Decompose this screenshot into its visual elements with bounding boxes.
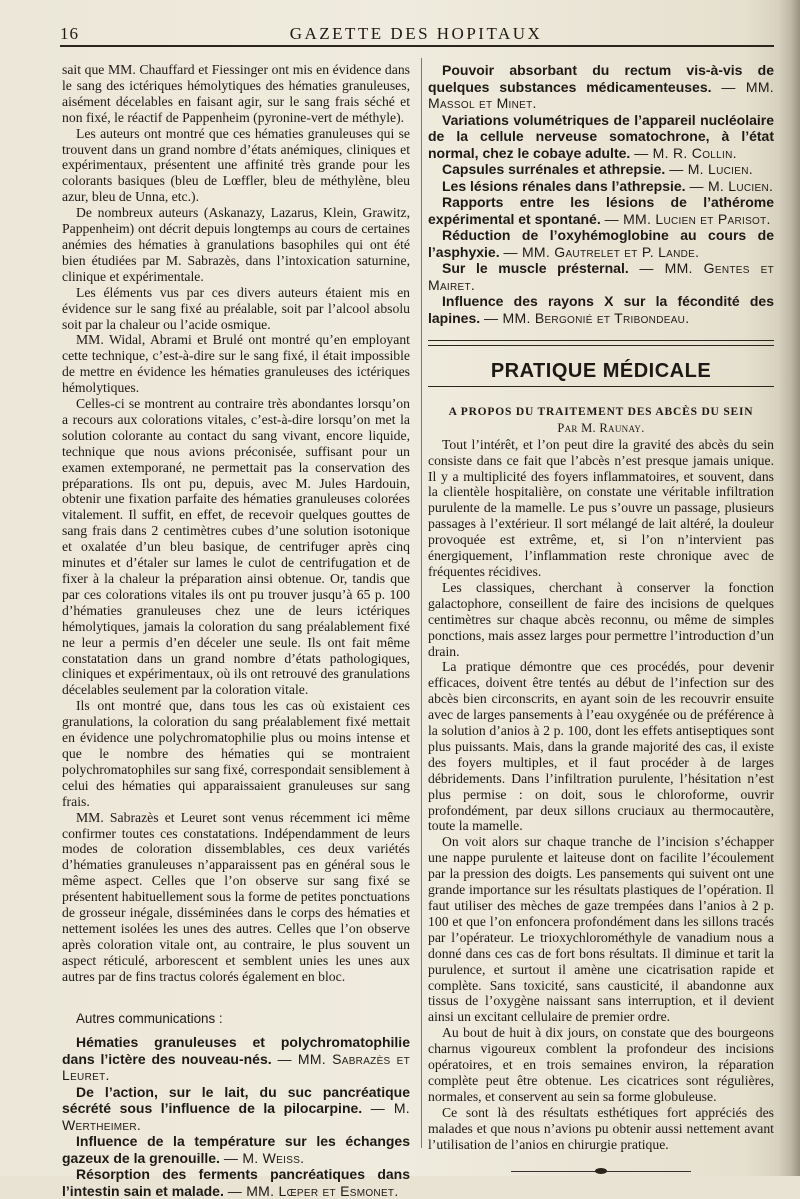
section-title-rule: [428, 386, 774, 387]
communication-entry: [428, 260, 774, 293]
article-title: A PROPOS DU TRAITEMENT DES ABCÈS DU SEIN: [448, 405, 754, 418]
communication-entry: [428, 227, 774, 260]
communication-authors: — M. Wertheimer.: [62, 1100, 410, 1133]
communication-title: Résorption des ferments pancréatiques dans l’intestin sain et malade.: [62, 1166, 410, 1199]
end-ornament: [511, 1167, 691, 1175]
communication-title: De l’action, sur le lait, du suc pancréatique sécrété sous l’influence de la pilocarpine.: [62, 1083, 410, 1117]
communication-entry: [62, 1133, 410, 1166]
communication-entry: [428, 178, 774, 195]
communication-title: Influence de la température sur les échanges gazeux de la grenouille.: [62, 1133, 410, 1166]
article-byline: Par M. Raunay.: [557, 420, 645, 435]
communication-authors: — MM. Bergonié et Tribondeau.: [484, 309, 690, 326]
left-column: [62, 62, 410, 1199]
communication-authors: — MM. Gautrelet et P. Lande.: [503, 243, 700, 260]
communication-entry: [428, 293, 774, 326]
paragraph: Ce sont là des résultats esthétiques fort appréciés des malades et que nous n’avions pu obtenir aussi nettement avant l’utilisation de l’anios en chirurgie pratique.: [428, 1104, 774, 1152]
section-separator: [428, 340, 774, 346]
communication-authors: — M. Lucien.: [669, 161, 753, 177]
communication-title: Capsules surrénales et athrepsie.: [442, 161, 666, 177]
paragraph: Les auteurs ont montré que ces hématies granuleuses qui se trouvent dans un grand nombre d’états anémiques, cliniques et expérimentaux, présentent une affinité très grande pour les colorants basiques (bleu de Lœffler, bleu de méthylène, bleu azur, bleu de Unna, etc.).: [62, 125, 410, 205]
communication-title: Hématies granuleuses et polychromatophilie dans l’ictère des nouveau-nés.: [62, 1034, 410, 1067]
communication-title: Réduction de l’oxyhémoglobine au cours de l’asphyxie.: [428, 227, 774, 260]
paragraph: De nombreux auteurs (Askanazy, Lazarus, Klein, Grawitz, Pappenheim) ont décrit depuis longtemps au cours de certaines anémies des hématies à granulations basophiles qui ont été bien étudiées par M. Sabrazès, dans l’intoxication saturnine, clinique et expérimentale.: [62, 205, 410, 284]
communication-authors: — MM. Massol et Minet.: [428, 78, 774, 111]
paragraph: Les classiques, cherchant à conserver la fonction galactophore, conseillent de faire des incisions de quelques centimètres sur chaque abcès reconnu, ou même de simples ponctions, mais assez larges pour permettre l’introduction d’un drain.: [428, 579, 774, 659]
paragraph: sait que MM. Chauffard et Fiessinger ont mis en évidence dans le sang des ictériques hémolytiques des hématies granuleuses, aisément décelables en faisant agir, sur le sang frais séché et non fixé, le réactif de Pappenheim (pyronine-vert de méthyle).: [62, 62, 410, 125]
communication-authors: — M. Weiss.: [223, 1149, 305, 1166]
column-divider: [421, 58, 422, 1148]
page-header: [60, 24, 772, 54]
communication-title: Les lésions rénales dans l’athrepsie.: [442, 177, 686, 194]
communication-entry: [428, 112, 774, 162]
communication-title: Pouvoir absorbant du rectum vis-à-vis de quelques substances médicamenteuses.: [428, 62, 774, 95]
ornament-dot: [595, 1168, 607, 1174]
paragraph: Ils ont montré que, dans tous les cas où existaient ces granulations, la coloration du sang préalablement fixé mettait en évidence une polychromatophilie plus ou moins intense et que le nombre des hématies qui se montraient polychromatophiles sur sang fixé, correspondait sensiblement à celui des hématies qui apparaissaient granuleuses sur sang frais.: [62, 698, 410, 809]
communication-entry: [62, 1034, 410, 1084]
running-head: GAZETTE DES HOPITAUX: [289, 24, 543, 43]
paragraph: On voit alors sur chaque tranche de l’incision s’échapper une nappe purulente et laiteuse dont on facilite l’écoulement par la pression des doigts. Les pansements qui suivent ont une grande importance sur les résultats plastiques de l’opération. Il faut utiliser des mèches de gaze trempées dans l’anios à 2 p. 100 et que l’on enfoncera profondément dans les sillons tracés par l’opérateur. Le trioxychlorométhyle de vanadium nous a donné dans ces cas de fort bons résultats. Il diminue et tarit la purulence, et surtout il amène une cicatrisation rapide et complète. Sans toxicité, sans causticité, il abandonne aux tissus de l’oxygène naissant sans interruption, et il devient ainsi un excitant cellulaire de premier ordre.: [428, 834, 774, 1025]
communication-entry: [428, 161, 774, 178]
page-edge-shadow: [778, 0, 800, 1176]
communication-title: Influence des rayons X sur la fécondité des lapines.: [428, 293, 774, 326]
communication-authors: — MM. Sabrazès et Leuret.: [62, 1050, 411, 1084]
communication-title: Variations volumétriques de l’appareil nucléolaire de la cellule nerveuse somatochrone, à l’état normal, chez le cobaye adulte.: [428, 111, 774, 161]
paragraph: Tout l’intérêt, et l’on peut dire la gravité des abcès du sein consiste dans ce fait que l’abcès n’est presque jamais unique. Il y a multiplicité des foyers inflammatoires, et souvent, dans la clientèle hospitalière, on constate une véritable infiltration purulente de la mamelle. Le pus s’ouvre un passage, plusieurs passages à l’extérieur. Il sort mélangé de lait altéré, la douleur provoquée est extrême, et, si l’on n’intervient pas énergiquement, l’inflammation reste chronique avec de fréquentes récidives.: [428, 436, 774, 579]
communication-authors: — MM. Gentes et Mairet.: [428, 260, 775, 293]
paragraph: La pratique démontre que ces procédés, pour devenir efficaces, doivent être tentés au début de l’infection sur des abcès bien circonscrits, en ayant soin de les recouvrir ensuite avec de larges pansements à l’eau oxygénée ou de préférence à la solution d’anios à 2 p. 100, dont les effets antiseptiques sont plus puissants. Mais, dans la grande majorité des cas, il existe des foyers multiples, et il faut procéder à de larges débridements. Dans l’infiltration purulente, l’hésitation n’est plus permise : on doit, sous le chloroforme, ouvrir profondément, par deux sillons cruciaux au thermocautère, toute la mamelle.: [428, 659, 774, 834]
communication-entry: [62, 1166, 410, 1199]
communication-authors: — M. R. Collin.: [634, 144, 737, 161]
paragraph: Les éléments vus par ces divers auteurs étaient mis en évidence sur le sang fixé au préalable, soit par l’alcool absolu soit par la chaleur ou l’acide osmique.: [62, 284, 410, 332]
other-communications-heading: Autres communications :: [76, 1010, 223, 1026]
communication-authors: — MM. Lœper et Esmonet.: [227, 1182, 399, 1199]
paragraph: MM. Widal, Abrami et Brulé ont montré qu’en employant cette technique, c’est-à-dire sur le sang fixé, il était impossible de mettre en évidence les hématies granuleuses des ictériques hémolytiques.: [62, 332, 410, 396]
communication-authors: — M. Lucien.: [689, 177, 774, 194]
paragraph: Au bout de huit à dix jours, on constate que des bourgeons charnus vigoureux comblent la profondeur des incisions opératoires, et en trois semaines environ, la réparation complète peut être obtenue. Les cicatrices sont régulières, normales, et conservent au sein sa forme globuleuse.: [428, 1025, 774, 1104]
communication-entry: [428, 62, 774, 112]
header-rule: [60, 45, 774, 47]
paragraph: MM. Sabrazès et Leuret sont venus récemment ici même confirmer toutes ces constatations. Indépendamment de leurs modes de coloration dissemblables, ces deux variétés d’hématies granuleuses n’apparaissent pas en général sous le même aspect. Celles que l’on observe sur sang fixé se présentent habituellement sous la forme de petites ponctuations de grosseur inégale, disséminées dans le corps des hématies et nettement isolées les unes des autres. Celles que l’on observe après coloration vitale ont, au contraire, le plus souvent un aspect réticulé, arborescent et semblent unies les unes aux autres par de fins tractus colorés également en bloc.: [62, 809, 410, 984]
communication-entry: [428, 194, 774, 227]
section-title: PRATIQUE MÉDICALE: [490, 360, 712, 382]
paragraph: Celles-ci se montrent au contraire très abondantes lorsqu’on a recours aux colorations vitales, c’est-à-dire lorsqu’on met la solution colorante au contact du sang vivant, encore liquide, technique que nous avions préconisée, suffisant pour un examen extemporané, ne permettait pas la conservation des préparations. Ils ont pu, depuis, avec M. Jules Hardouin, obtenir une fixation parfaite des hématies granuleuses colorées vitalement. Il suffit, en effet, de recevoir quelques gouttes de sang frais dans 2 centimètres cubes d’une solution isotonique et oxalatée d’un bleu basique, de centrifuger après cinq minutes et d’étaler sur lames le culot de centrifugation et de fixer à la chaleur la préparation ainsi obtenue. Or, tandis que par ces colorations vitales ils ont pu trouver jusqu’à 65 p. 100 d’hématies granuleuses chez une de leurs ictériques hémolytiques, jamais la coloration du sang préalablement fixé ne leur a permis d’en déceler une seule. Ils ont fait même constatation dans un grand nombre d’états pathologiques, cliniques et expérimentaux, où ils ont retrouvé des granulations décelables seulement par la coloration vitale.: [62, 396, 410, 698]
right-column: [428, 62, 774, 1175]
communication-title: Sur le muscle présternal.: [442, 260, 629, 276]
communication-title: Rapports entre les lésions de l’athérome expérimental et spontané.: [428, 194, 774, 227]
communication-entry: [62, 1084, 410, 1134]
page-number: 16: [60, 24, 79, 43]
communication-authors: — MM. Lucien et Parisot.: [604, 210, 771, 227]
